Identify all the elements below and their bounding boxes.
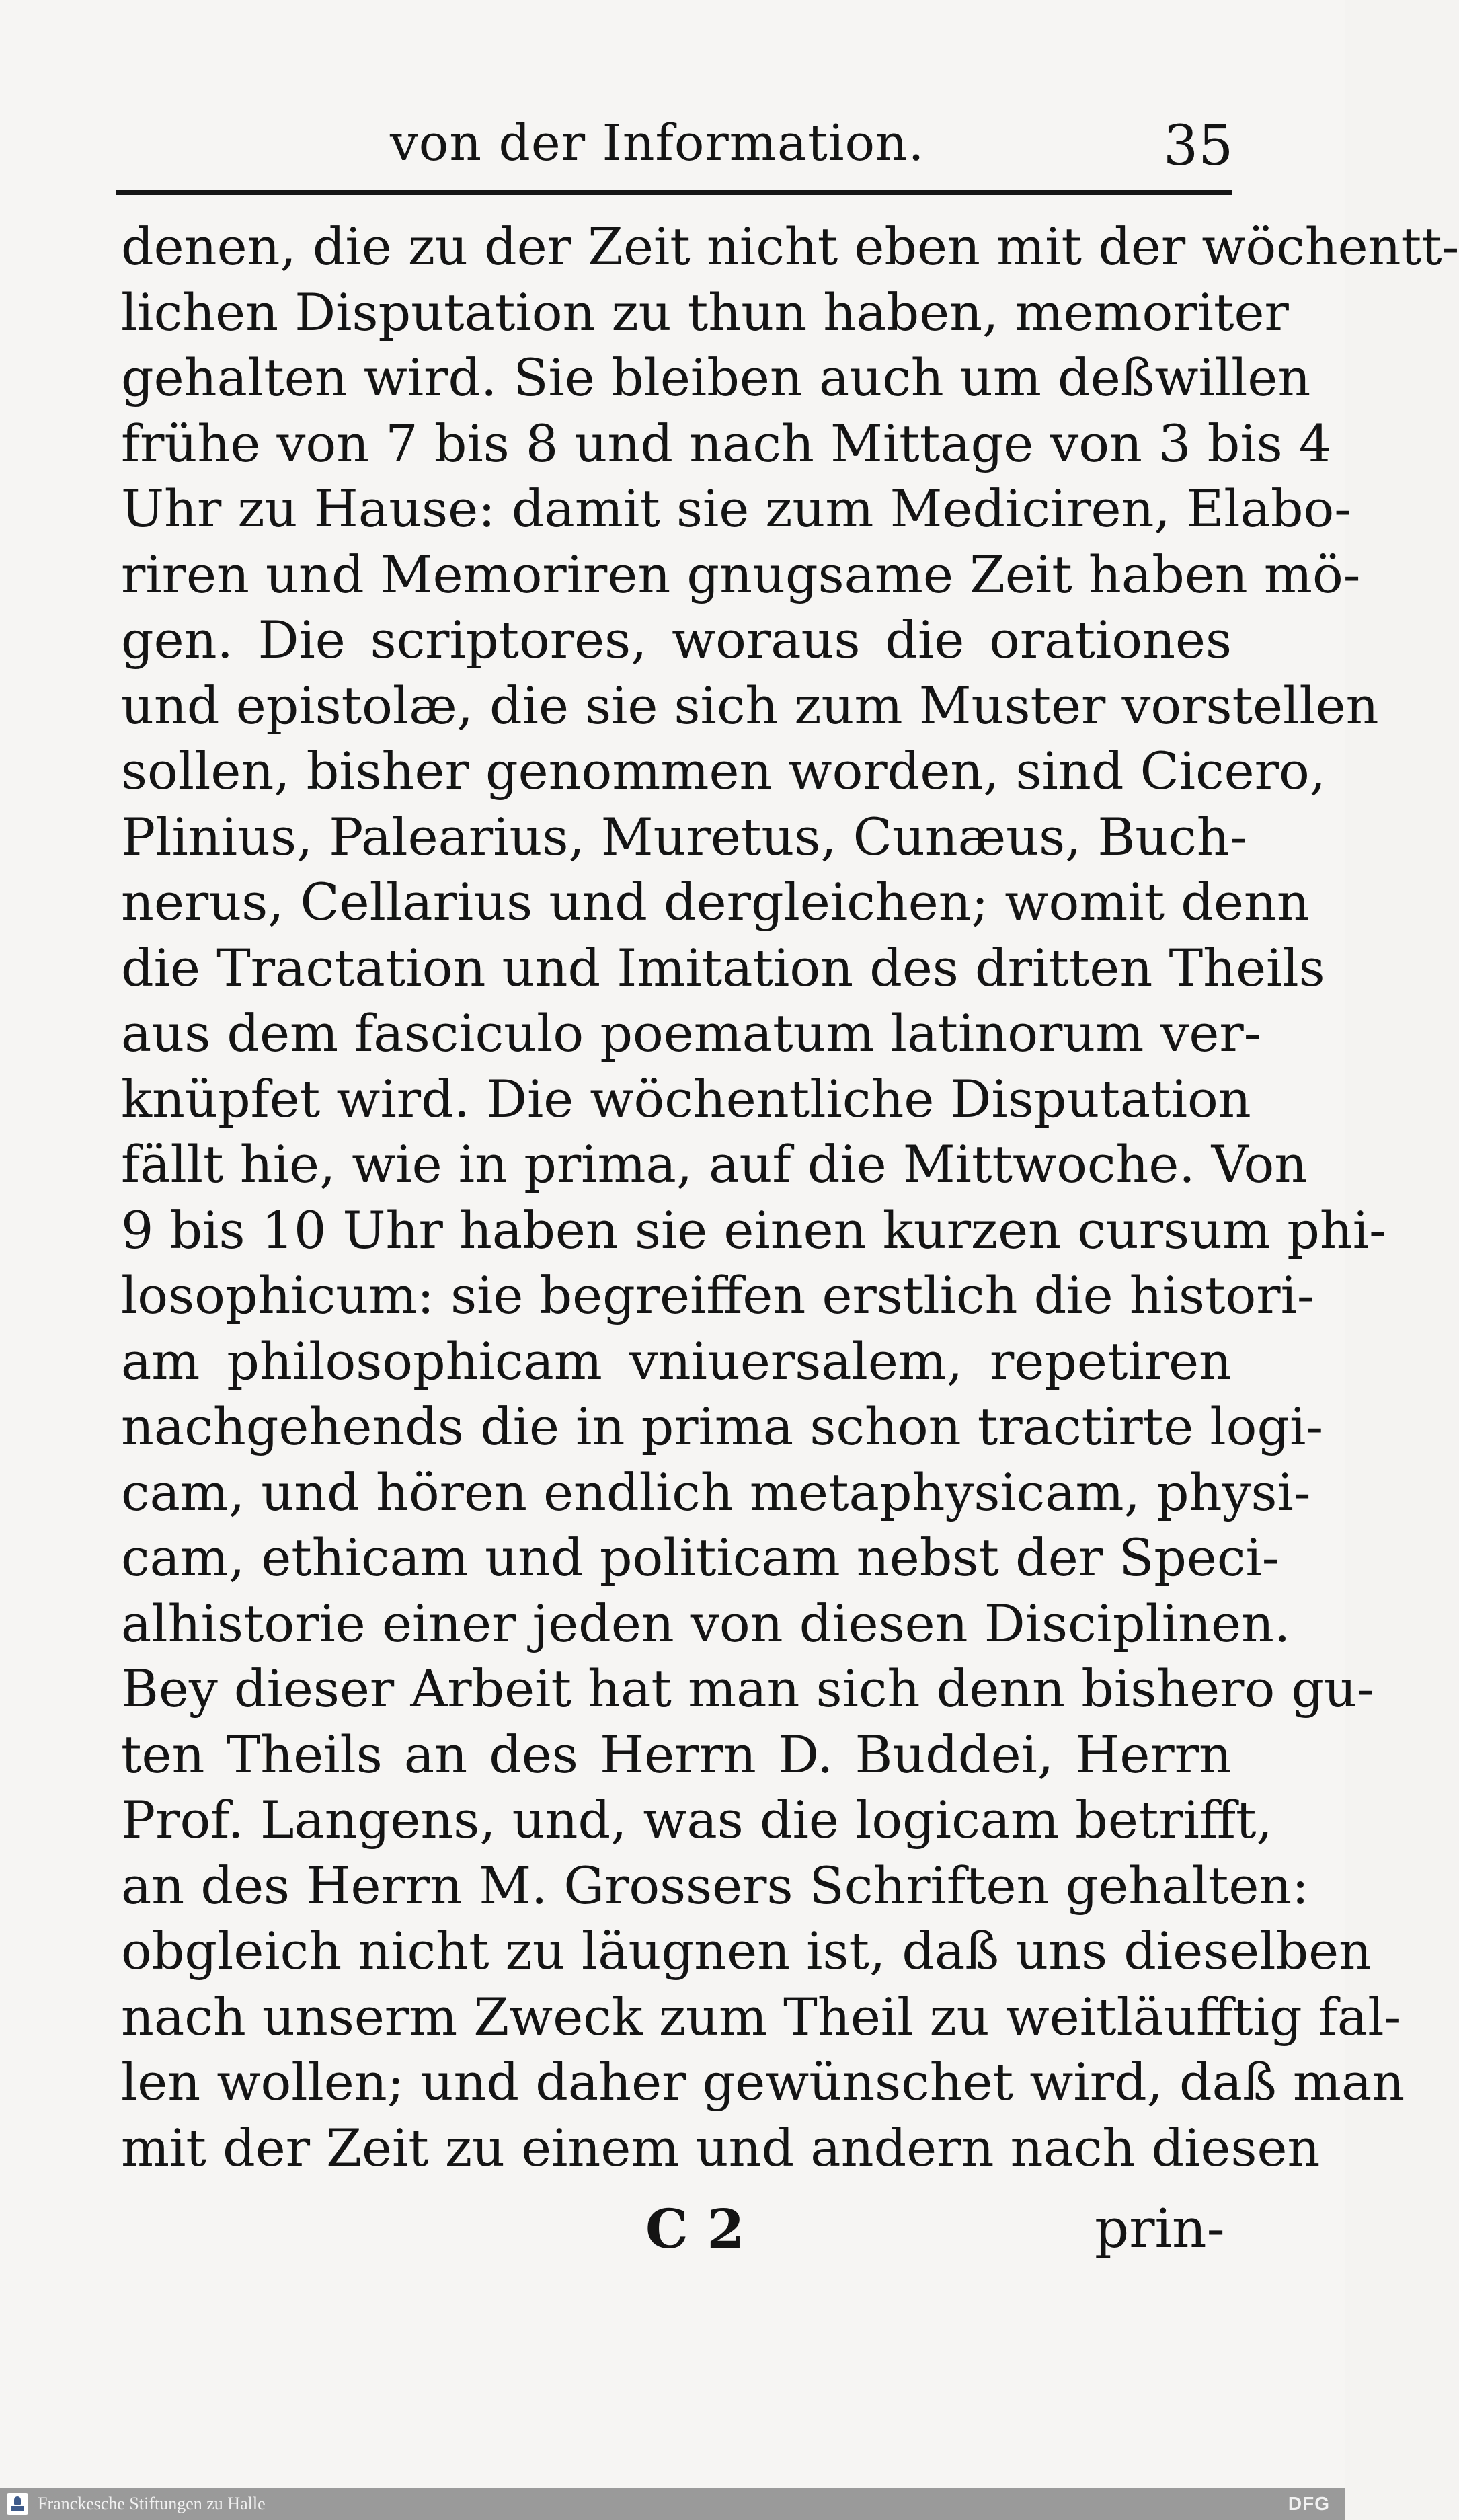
text-line: Plinius, Palearius, Muretus, Cunæus, Buch- — [121, 806, 1247, 867]
text-line: Prof. Langens, und, was die logicam betrifft, — [121, 1790, 1273, 1850]
source-label: Franckesche Stiftungen zu Halle — [38, 2494, 266, 2513]
text-line: cam, ethicam und politicam nebst der Speci- — [121, 1528, 1279, 1587]
catchword: prin- — [1095, 2197, 1225, 2260]
running-title: von der Information. — [390, 114, 925, 172]
viewer-footer — [0, 2488, 1345, 2520]
text-line: fällt hie, wie in prima, auf die Mittwoche. Von — [121, 1134, 1308, 1194]
text-line: ten Theils an des Herrn D. Buddei, Herrn — [121, 1724, 1232, 1784]
text-line: nach unserm Zweck zum Theil zu weitläufftig fal- — [121, 1986, 1402, 2047]
text-line: gen. Die scriptores, woraus die orationes — [121, 610, 1232, 670]
text-line: obgleich nicht zu läugnen ist, daß uns dieselben — [121, 1921, 1372, 1981]
text-line: losophicum: sie begreiffen erstlich die histori- — [121, 1265, 1314, 1325]
text-line: 9 bis 10 Uhr haben sie einen kurzen cursum phi- — [121, 1199, 1386, 1260]
text-line: am philosophicam vniuersalem, repetiren — [121, 1331, 1232, 1391]
text-line: an des Herrn M. Grossers Schriften gehalten: — [121, 1855, 1309, 1916]
text-line: die Tractation und Imitation des dritten Theils — [121, 937, 1325, 998]
text-line: nerus, Cellarius und dergleichen; womit denn — [121, 872, 1310, 932]
text-line: und epistolæ, die sie sich zum Muster vorstellen — [121, 675, 1379, 736]
text-line: sollen, bisher genommen worden, sind Cicero, — [121, 741, 1326, 801]
text-line: Bey dieser Arbeit hat man sich denn bishero gu- — [121, 1659, 1374, 1719]
text-line: frühe von 7 bis 8 und nach Mittage von 3 bis 4 — [121, 413, 1332, 473]
signature-mark: C 2 — [645, 2197, 745, 2260]
text-line: cam, und hören endlich metaphysicam, physi- — [121, 1462, 1311, 1522]
text-line: mit der Zeit zu einem und andern nach diesen — [121, 2117, 1320, 2178]
text-line: Uhr zu Hause: damit sie zum Mediciren, Elabo- — [121, 479, 1351, 539]
text-line: len wollen; und daher gewünschet wird, daß man — [121, 2052, 1405, 2112]
institution-logo-icon — [7, 2493, 28, 2515]
page-number: 35 — [1163, 114, 1234, 178]
header-rule — [116, 190, 1232, 195]
text-line: denen, die zu der Zeit nicht eben mit der wöchentt- — [121, 216, 1459, 276]
text-line: knüpfet wird. Die wöchentliche Disputation — [121, 1068, 1251, 1129]
text-line: riren und Memoriren gnugsame Zeit haben mö- — [121, 544, 1361, 604]
text-line: aus dem fasciculo poematum latinorum ver- — [121, 1003, 1261, 1063]
text-line: lichen Disputation zu thun haben, memoriter — [121, 282, 1289, 342]
text-line: gehalten wird. Sie bleiben auch um deßwillen — [121, 348, 1311, 407]
text-line: nachgehends die in prima schon tractirte logi- — [121, 1396, 1324, 1456]
text-line: alhistorie einer jeden von diesen Disciplinen. — [121, 1593, 1291, 1653]
dfg-mark: DFG — [1288, 2493, 1330, 2514]
body-text — [121, 214, 1459, 2180]
